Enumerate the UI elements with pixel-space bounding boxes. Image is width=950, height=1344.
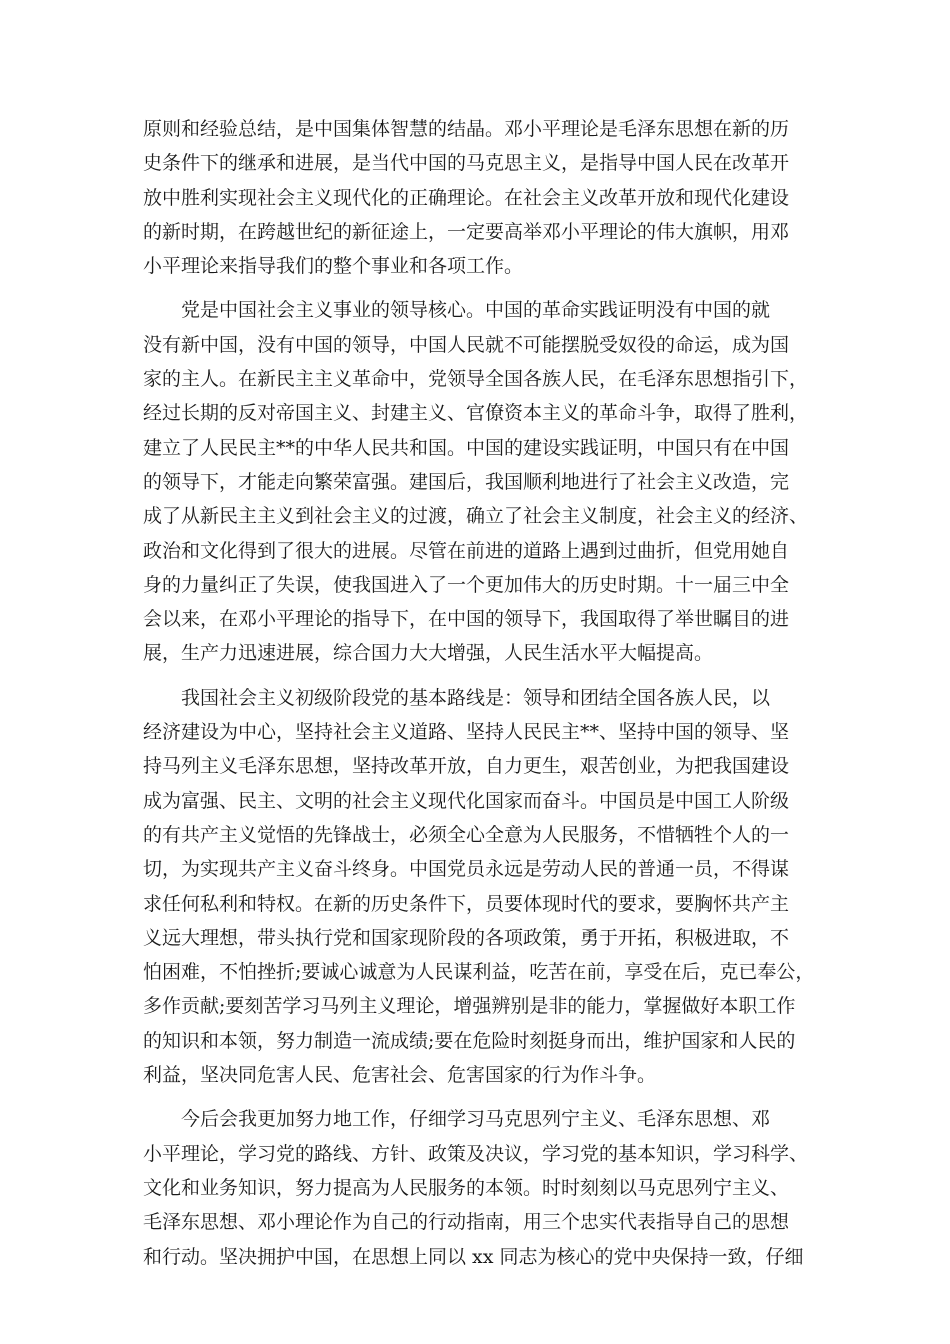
text-line: 的有共产主义觉悟的先锋战士，必须全心全意为人民服务，不惜牺牲个人的一 xyxy=(143,823,790,846)
text-line: 的领导下，才能走向繁荣富强。建国后，我国顺利地进行了社会主义改造，完 xyxy=(143,470,790,493)
text-line: 原则和经验总结，是中国集体智慧的结晶。邓小平理论是毛泽东思想在新的历 xyxy=(143,118,790,140)
text-line: 怕困难，不怕挫折;要诚心诚意为人民谋利益，吃苦在前，享受在后，克已奉公， xyxy=(143,961,815,984)
text-line: 成了从新民主主义到社会主义的过渡，确立了社会主义制度，社会主义的经济、 xyxy=(143,505,809,528)
text-line: 会以来，在邓小平理论的指导下，在中国的领导下，我国取得了举世瞩目的进 xyxy=(143,608,790,631)
text-line: 史条件下的继承和进展，是当代中国的马克思主义，是指导中国人民在改革开 xyxy=(143,152,790,175)
paragraph-4 xyxy=(143,1102,815,1273)
text-line: 经过长期的反对帝国主义、封建主义、官僚资本主义的革命斗争，取得了胜利， xyxy=(143,402,809,425)
text-line: 家的主人。在新民主主义革命中，党领导全国各族人民，在毛泽东思想指引下， xyxy=(143,368,809,391)
paragraph-2 xyxy=(143,293,815,670)
text-line: 义远大理想，带头执行党和国家现阶段的各项政策，勇于开拓，积极进取，不 xyxy=(143,926,790,949)
paragraph-1 xyxy=(143,112,815,283)
text-line: 今后会我更加努力地工作，仔细学习马克思列宁主义、毛泽东思想、邓 xyxy=(181,1108,771,1131)
text-line: 没有新中国，没有中国的领导，中国人民就不可能摆脱受奴役的命运，成为国 xyxy=(143,333,790,356)
text-line: 文化和业务知识，努力提高为人民服务的本领。时时刻刻以马克思列宁主义、 xyxy=(143,1176,790,1199)
text-line: 经济建设为中心，坚持社会主义道路、坚持人民民主**、坚持中国的领导、坚 xyxy=(143,721,790,744)
text-line: 切，为实现共产主义奋斗终身。中国党员永远是劳动人民的普通一员，不得谋 xyxy=(143,858,790,881)
text-line: 毛泽东思想、邓小理论作为自己的行动指南，用三个忠实代表指导自己的思想 xyxy=(143,1211,790,1234)
text-line: 持马列主义毛泽东思想，坚持改革开放，自力更生，艰苦创业，为把我国建设 xyxy=(143,755,790,778)
document-body xyxy=(143,112,815,1274)
text-line: 的新时期，在跨越世纪的新征途上，一定要高举邓小平理论的伟大旗帜，用邓 xyxy=(143,220,790,243)
paragraph-3 xyxy=(143,681,815,1093)
text-line: 放中胜利实现社会主义现代化的正确理论。在社会主义改革开放和现代化建设 xyxy=(143,186,790,209)
text-line: 利益，坚决同危害人民、危害社会、危害国家的行为作斗争。 xyxy=(143,1064,657,1087)
text-line: 多作贡献;要刻苦学习马列主义理论，增强辨别是非的能力，掌握做好本职工作 xyxy=(143,995,796,1018)
text-line: 求任何私利和特权。在新的历史条件下，员要体现时代的要求，要胸怀共产主 xyxy=(143,892,790,915)
text-line: 建立了人民民主**的中华人民共和国。中国的建设实践证明，中国只有在中国 xyxy=(143,436,790,459)
text-line: 成为富强、民主、文明的社会主义现代化国家而奋斗。中国员是中国工人阶级 xyxy=(143,789,790,812)
text-line: 的知识和本领，努力制造一流成绩;要在危险时刻挺身而出，维护国家和人民的 xyxy=(143,1029,796,1052)
text-line: 我国社会主义初级阶段党的基本路线是：领导和团结全国各族人民，以 xyxy=(181,686,771,709)
text-line: 党是中国社会主义事业的领导核心。中国的革命实践证明没有中国的就 xyxy=(181,299,771,322)
text-line: 小平理论，学习党的路线、方针、政策及决议，学习党的基本知识，学习科学、 xyxy=(143,1142,809,1165)
text-line: 身的力量纠正了失误，使我国进入了一个更加伟大的历史时期。十一届三中全 xyxy=(143,573,790,596)
text-line: 和行动。坚决拥护中国，在思想上同以 xx 同志为核心的党中央保持一致，仔细 xyxy=(143,1245,804,1268)
text-line: 展，生产力迅速进展，综合国力大大增强，人民生活水平大幅提高。 xyxy=(143,642,714,665)
text-line: 小平理论来指导我们的整个事业和各项工作。 xyxy=(143,255,524,278)
text-line: 政治和文化得到了很大的进展。尽管在前进的道路上遇到过曲折，但党用她自 xyxy=(143,539,790,562)
